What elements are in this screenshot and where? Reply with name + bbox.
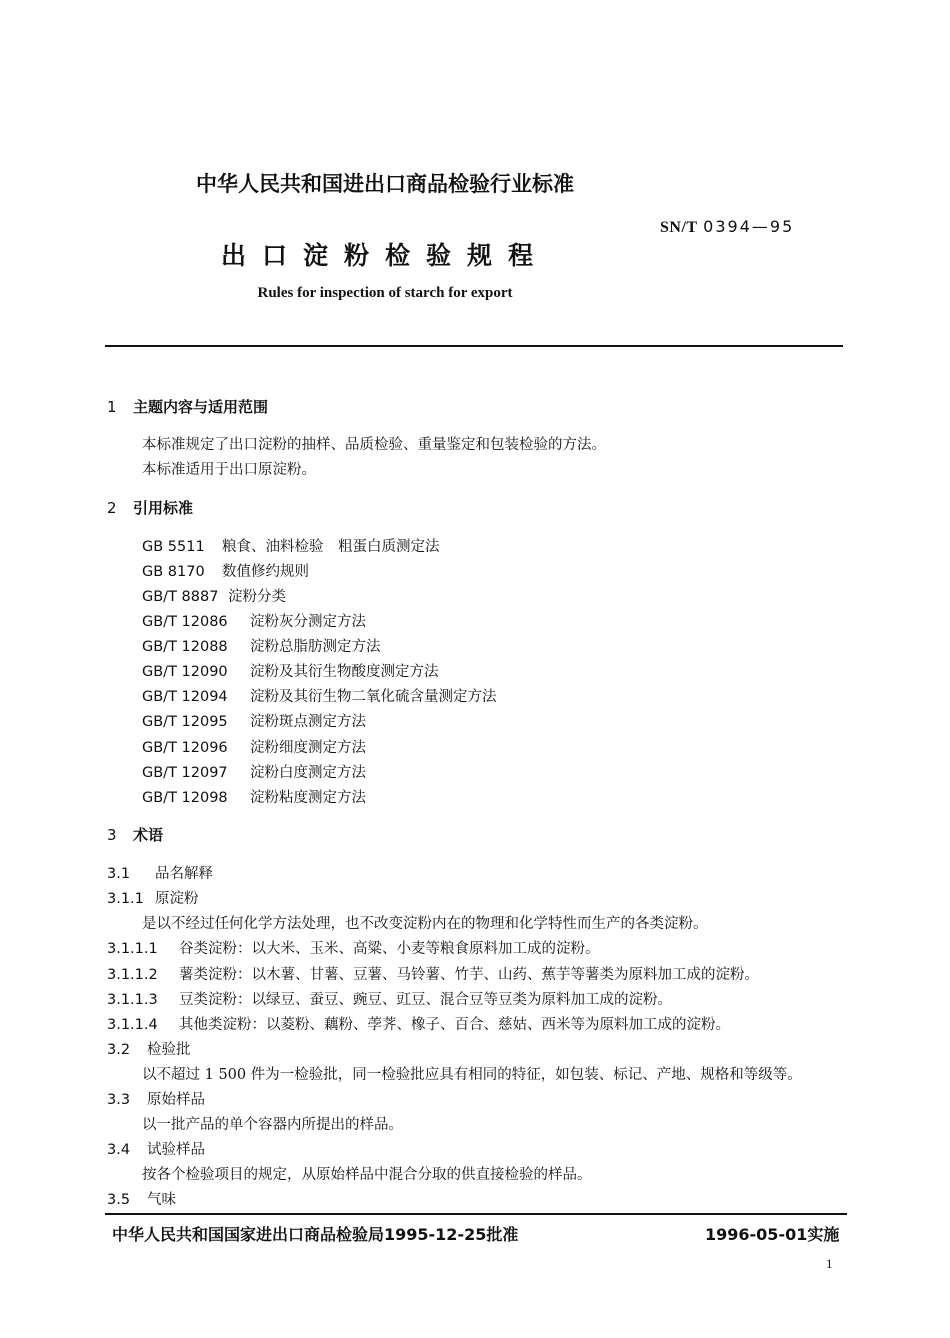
reference-code: GB/T 8887 — [142, 589, 219, 605]
reference-title: 淀粉细度测定方法 — [250, 740, 366, 756]
term-number: 3.5 — [107, 1192, 131, 1208]
section-number: 1 — [107, 398, 117, 416]
reference-item — [142, 535, 440, 556]
term-item — [107, 988, 672, 1009]
reference-item — [142, 560, 309, 581]
term-definition: 按各个检验项目的规定，从原始样品中混合分取的供直接检验的样品。 — [142, 1167, 592, 1183]
term-label: 试验样品 — [147, 1142, 205, 1158]
reference-code: GB 5511 — [142, 539, 205, 555]
reference-title: 淀粉分类 — [228, 589, 286, 605]
term-number: 3.2 — [107, 1042, 131, 1058]
reference-title: 淀粉及其衍生物酸度测定方法 — [250, 664, 439, 680]
term-label: 薯类淀粉： — [179, 967, 252, 983]
section-number: 3 — [107, 826, 117, 844]
document-subtitle-english: Rules for inspection of starch for export — [257, 285, 513, 301]
section-heading-3 — [107, 824, 163, 845]
reference-item — [142, 710, 366, 731]
reference-title: 淀粉白度测定方法 — [250, 765, 366, 781]
section-title: 主题内容与适用范围 — [133, 398, 269, 416]
term-label: 豆类淀粉： — [179, 992, 252, 1008]
term-text: 以木薯、甘薯、豆薯、马铃薯、竹芋、山药、蕉芋等薯类为原料加工成的淀粉。 — [251, 967, 759, 983]
reference-item — [142, 585, 286, 606]
term-label: 气味 — [147, 1192, 176, 1208]
reference-title: 粮食、油料检验 粗蛋白质测定法 — [222, 539, 440, 555]
reference-title: 淀粉灰分测定方法 — [250, 614, 366, 630]
term-item — [107, 1013, 730, 1034]
term-item — [107, 1088, 205, 1109]
standard-code-number: 0394—95 — [703, 217, 795, 236]
document-title: 出口淀粉检验规程 — [220, 241, 549, 270]
reference-title: 淀粉及其衍生物二氧化硫含量测定方法 — [250, 689, 497, 705]
reference-item — [142, 660, 439, 681]
reference-code: GB/T 12095 — [142, 714, 228, 730]
term-number: 3.3 — [107, 1092, 131, 1108]
reference-item — [142, 610, 366, 631]
term-item — [107, 937, 600, 958]
header-divider — [105, 345, 843, 347]
paragraph: 本标准适用于出口原淀粉。 — [142, 462, 316, 478]
reference-title: 淀粉总脂肪测定方法 — [250, 639, 381, 655]
reference-code: GB/T 12086 — [142, 614, 228, 630]
term-number: 3.1.1.4 — [107, 1017, 158, 1033]
term-item — [107, 1188, 176, 1209]
section-heading-1 — [107, 396, 268, 417]
footer-divider — [105, 1213, 847, 1215]
term-item — [107, 963, 759, 984]
term-item — [107, 862, 213, 883]
term-label: 原淀粉 — [155, 891, 199, 907]
term-definition: 以一批产品的单个容器内所提出的样品。 — [142, 1117, 403, 1133]
reference-code: GB/T 12094 — [142, 689, 228, 705]
term-number: 3.1.1.3 — [107, 992, 158, 1008]
term-label: 原始样品 — [147, 1092, 205, 1108]
reference-item — [142, 685, 497, 706]
reference-code: GB 8170 — [142, 564, 205, 580]
approval-statement: 中华人民共和国国家进出口商品检验局1995-12-25批准 — [112, 1225, 519, 1244]
term-text: 以绿豆、蚕豆、豌豆、豇豆、混合豆等豆类为原料加工成的淀粉。 — [251, 992, 672, 1008]
standard-code — [660, 217, 794, 237]
reference-code: GB/T 12088 — [142, 639, 228, 655]
reference-code: GB/T 12096 — [142, 740, 228, 756]
section-number: 2 — [107, 499, 117, 517]
reference-code: GB/T 12090 — [142, 664, 228, 680]
term-definition: 以不超过 1 500 件为一检验批，同一检验批应具有相同的特征，如包装、标记、产地、规格和等级等。 — [142, 1067, 802, 1083]
implementation-date: 1996-05-01实施 — [705, 1225, 840, 1244]
term-label: 品名解释 — [155, 866, 213, 882]
term-item — [107, 1138, 205, 1159]
paragraph: 本标准规定了出口淀粉的抽样、品质检验、重量鉴定和包装检验的方法。 — [142, 437, 606, 453]
issuing-organization: 中华人民共和国进出口商品检验行业标准 — [196, 172, 574, 196]
reference-title: 数值修约规则 — [222, 564, 309, 580]
term-label: 检验批 — [147, 1042, 191, 1058]
term-number: 3.4 — [107, 1142, 131, 1158]
section-heading-2 — [107, 497, 193, 518]
term-item — [107, 1038, 191, 1059]
standard-code-prefix: SN/T — [660, 219, 698, 236]
reference-code: GB/T 12097 — [142, 765, 228, 781]
reference-title: 淀粉斑点测定方法 — [250, 714, 366, 730]
section-title: 引用标准 — [133, 499, 194, 517]
reference-item — [142, 736, 366, 757]
term-label: 谷类淀粉： — [179, 941, 252, 957]
term-item — [107, 887, 199, 908]
section-title: 术语 — [133, 826, 164, 844]
reference-item — [142, 635, 381, 656]
term-number: 3.1 — [107, 866, 131, 882]
page-number: 1 — [826, 1256, 833, 1271]
term-number: 3.1.1.2 — [107, 967, 158, 983]
term-number: 3.1.1.1 — [107, 941, 158, 957]
term-text: 以菱粉、藕粉、荸荠、橡子、百合、慈姑、西米等为原料加工成的淀粉。 — [266, 1017, 730, 1033]
reference-item — [142, 761, 366, 782]
reference-title: 淀粉粘度测定方法 — [250, 790, 366, 806]
term-definition: 是以不经过任何化学方法处理，也不改变淀粉内在的物理和化学特性而生产的各类淀粉。 — [142, 916, 708, 932]
term-number: 3.1.1 — [107, 891, 144, 907]
term-label: 其他类淀粉： — [179, 1017, 266, 1033]
reference-code: GB/T 12098 — [142, 790, 228, 806]
reference-item — [142, 786, 366, 807]
term-text: 以大米、玉米、高粱、小麦等粮食原料加工成的淀粉。 — [251, 941, 600, 957]
